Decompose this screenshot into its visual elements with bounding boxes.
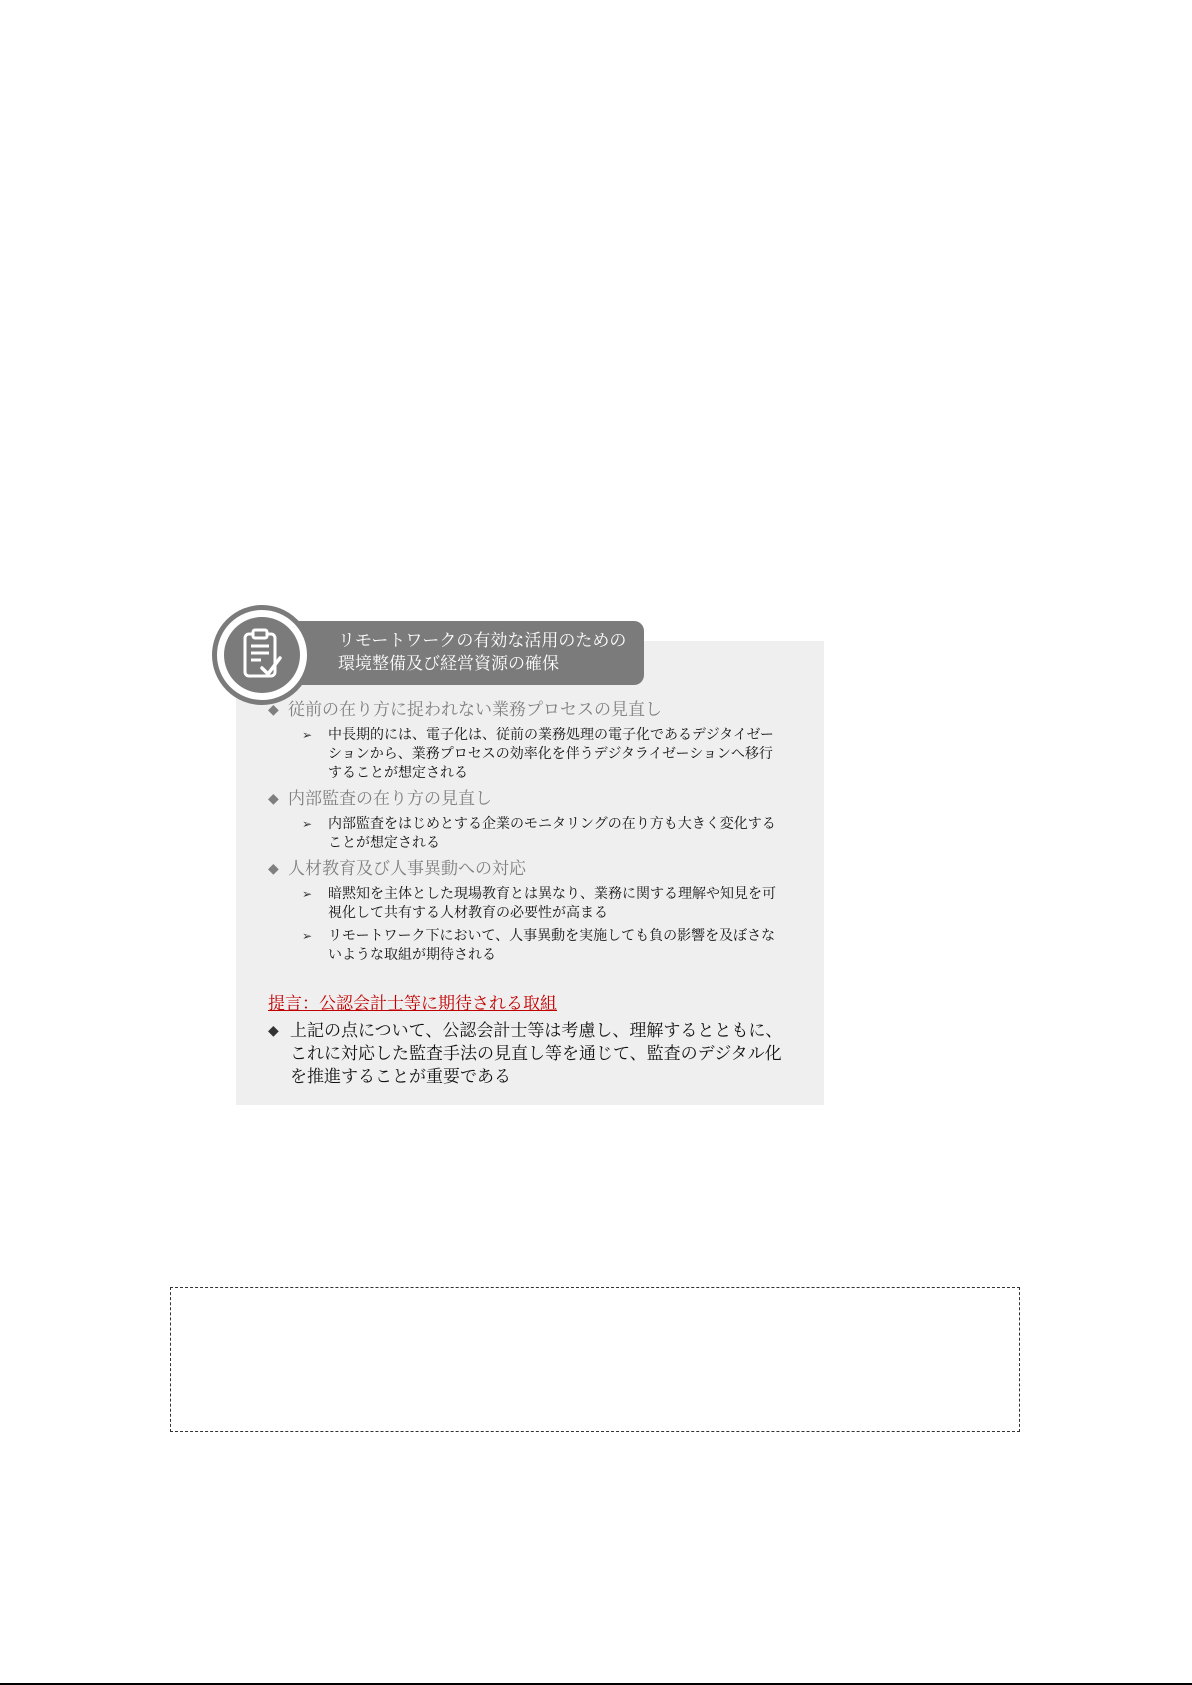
section-heading-hr [268, 857, 788, 881]
section-heading-process [268, 698, 788, 722]
section-heading-text: 人材教育及び人事異動への対応 [288, 859, 526, 879]
list-item-text: 中長期的には、電子化は、従前の業務処理の電子化であるデジタイゼーションから、業務プロセスの効率化を伴うデジタライゼーションへ移行することが想定される [328, 727, 774, 781]
diamond-bullet-icon: ◆ [268, 861, 279, 877]
arrow-bullet-icon: ➢ [302, 817, 313, 831]
list-item [302, 885, 788, 923]
sub-list-internal-audit [302, 815, 788, 853]
list-item [302, 815, 788, 853]
proposal-statement [268, 1020, 788, 1089]
list-item [302, 927, 788, 965]
figure-title-line-1: リモートワークの有効な活用のための [338, 631, 627, 651]
list-item-text: リモートワーク下において、人事異動を実施しても負の影響を及ぼさないような取組が期待される [328, 928, 776, 963]
figure-content [268, 698, 788, 969]
sub-list-process [302, 726, 788, 783]
arrow-bullet-icon: ➢ [302, 929, 313, 943]
clipboard-check-icon [235, 624, 291, 688]
diamond-bullet-icon: ◆ [268, 702, 279, 718]
dashed-note-box [170, 1287, 1020, 1432]
list-item-text: 内部監査をはじめとする企業のモニタリングの在り方も大きく変化することが想定される [328, 816, 776, 851]
diamond-bullet-icon: ◆ [268, 1023, 279, 1039]
figure-title-bar [286, 621, 644, 685]
arrow-bullet-icon: ➢ [302, 728, 313, 742]
figure-title-line-2: 環境整備及び経営資源の確保 [338, 654, 559, 674]
proposal-heading: 提言：公認会計士等に期待される取組 [268, 994, 557, 1014]
list-item [302, 726, 788, 783]
sub-list-hr [302, 885, 788, 965]
clipboard-icon-badge [212, 605, 312, 705]
section-heading-text: 内部監査の在り方の見直し [288, 789, 492, 809]
diamond-bullet-icon: ◆ [268, 791, 279, 807]
section-heading-text: 従前の在り方に捉われない業務プロセスの見直し [288, 700, 662, 720]
section-heading-internal-audit [268, 787, 788, 811]
list-item-text: 暗黙知を主体とした現場教育とは異なり、業務に関する理解や知見を可視化して共有する人材教育の必要性が高まる [328, 886, 776, 921]
arrow-bullet-icon: ➢ [302, 887, 313, 901]
proposal-statement-text: 上記の点について、公認会計士等は考慮し、理解するとともに、これに対応した監査手法の見直し等を通じて、監査のデジタル化を推進することが重要である [290, 1021, 783, 1087]
